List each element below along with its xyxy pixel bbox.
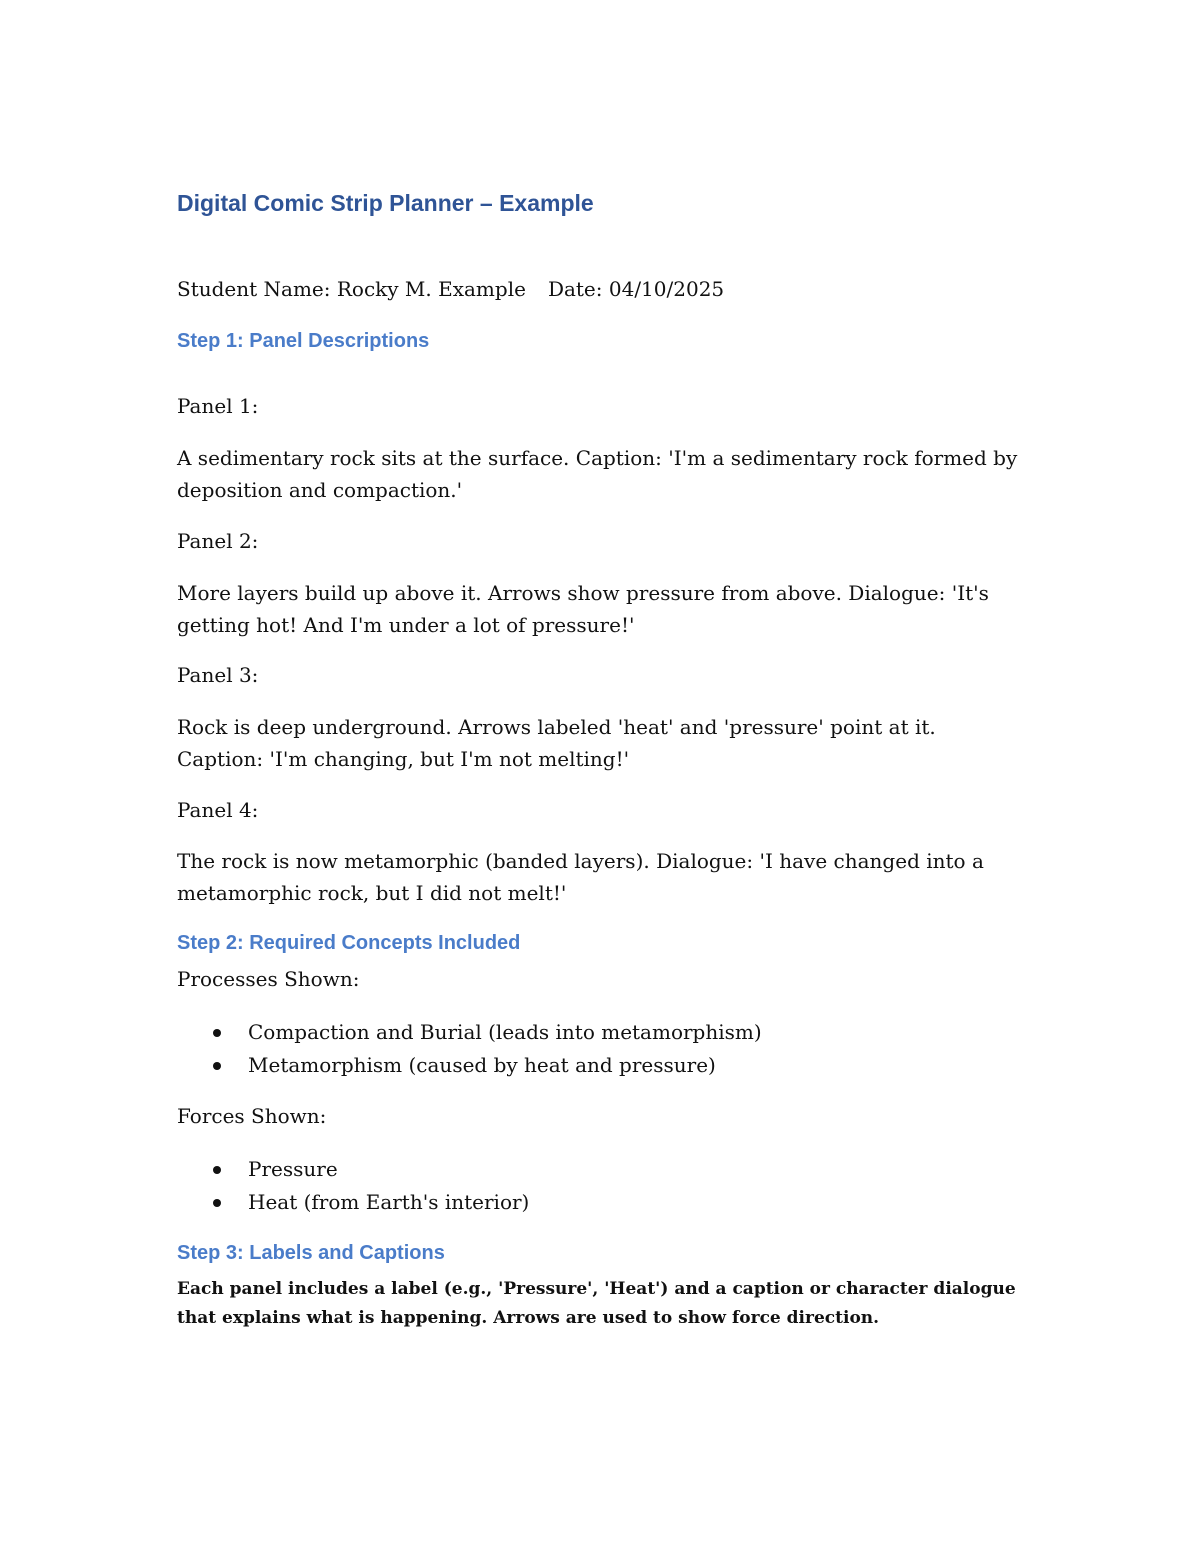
step1-heading: Step 1: Panel Descriptions <box>177 330 430 352</box>
panel-2-label: Panel 2: <box>177 529 259 553</box>
step2-heading: Step 2: Required Concepts Included <box>177 932 521 954</box>
step3-description: Each panel includes a label (e.g., 'Pressure', 'Heat') and a caption or character dialogue that explains what is happening. Arrows are used to show force direction. <box>177 1279 1016 1328</box>
panel-2-description: More layers build up above it. Arrows show pressure from above. Dialogue: 'It's getting hot! And I'm under a lot of pressure!' <box>177 581 989 637</box>
student-info-line <box>177 277 724 301</box>
panel-1-label: Panel 1: <box>177 394 259 418</box>
processes-label: Processes Shown: <box>177 967 360 991</box>
forces-label: Forces Shown: <box>177 1104 327 1128</box>
panel-4-description: The rock is now metamorphic (banded layers). Dialogue: 'I have changed into a metamorphic rock, but I did not melt!' <box>177 849 984 905</box>
panel-3-label: Panel 3: <box>177 663 259 687</box>
list-item: Heat (from Earth's interior) <box>177 1186 529 1219</box>
list-item: Compaction and Burial (leads into metamorphism) <box>177 1016 762 1049</box>
student-name: Student Name: Rocky M. Example <box>177 277 526 301</box>
bullet-icon <box>213 1166 221 1174</box>
bullet-icon <box>213 1062 221 1070</box>
date: Date: 04/10/2025 <box>547 277 725 301</box>
list-item: Pressure <box>177 1153 529 1186</box>
forces-list <box>177 1153 529 1219</box>
panel-4-label: Panel 4: <box>177 798 259 822</box>
list-item: Metamorphism (caused by heat and pressure) <box>177 1049 762 1082</box>
document-title: Digital Comic Strip Planner – Example <box>177 190 594 216</box>
step3-heading: Step 3: Labels and Captions <box>177 1242 445 1264</box>
bullet-icon <box>213 1199 221 1207</box>
processes-list <box>177 1016 762 1082</box>
panel-1-description: A sedimentary rock sits at the surface. Caption: 'I'm a sedimentary rock formed by deposition and compaction.' <box>177 446 1018 502</box>
bullet-icon <box>213 1029 221 1037</box>
panel-3-description: Rock is deep underground. Arrows labeled 'heat' and 'pressure' point at it. Caption: 'I'm changing, but I'm not melting!' <box>177 715 936 771</box>
